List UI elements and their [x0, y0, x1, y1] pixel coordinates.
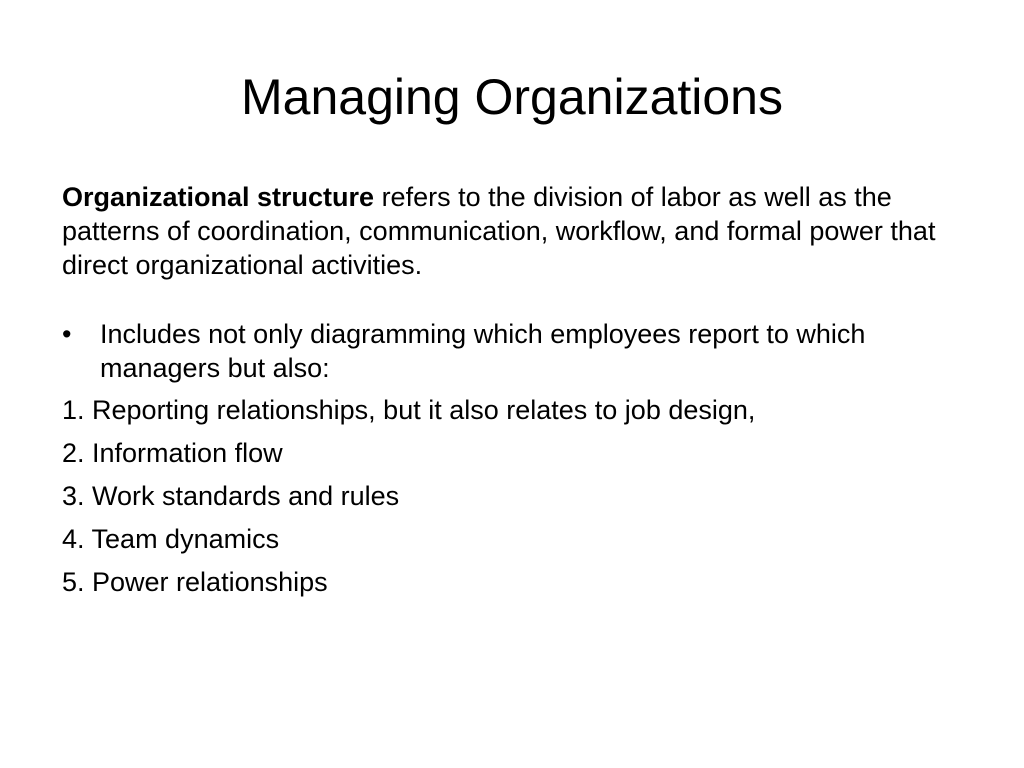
definition-text: refers to the division of labor as well as the patterns of coordination, communication, workflow, and formal power that direct organizational activities.	[62, 182, 936, 280]
numbered-item: 2. Information flow	[62, 438, 283, 468]
definition-paragraph	[62, 180, 967, 282]
bullet-text: Includes not only diagramming which employees report to which managers but also:	[100, 319, 866, 383]
bullet-item	[62, 317, 967, 385]
numbered-item: 5. Power relationships	[62, 567, 328, 597]
numbered-list	[62, 393, 967, 599]
slide-title: Managing Organizations	[241, 69, 783, 125]
numbered-item: 3. Work standards and rules	[62, 481, 400, 511]
numbered-item: 4. Team dynamics	[62, 524, 280, 554]
slide-body	[62, 180, 967, 608]
numbered-item: 1. Reporting relationships, but it also relates to job design,	[62, 395, 756, 425]
definition-term: Organizational structure	[62, 182, 375, 212]
bullet-mark: •	[62, 319, 72, 349]
